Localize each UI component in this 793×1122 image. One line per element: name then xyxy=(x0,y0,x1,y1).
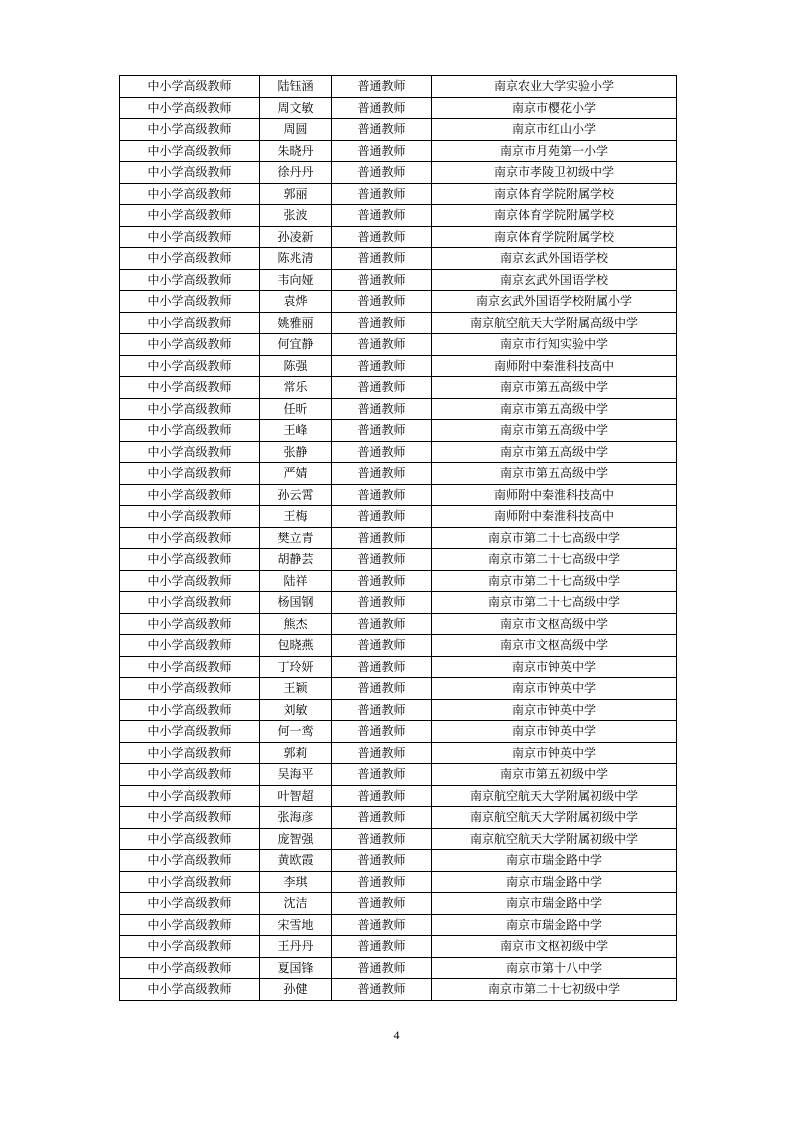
name-cell: 黄欧霞 xyxy=(260,850,332,872)
role-cell: 普通教师 xyxy=(332,140,432,162)
school-cell: 南京市钟英中学 xyxy=(432,656,677,678)
table-row xyxy=(120,355,677,377)
school-cell: 南京玄武外国语学校附属小学 xyxy=(432,291,677,313)
name-cell: 张静 xyxy=(260,441,332,463)
table-row xyxy=(120,957,677,979)
table-row xyxy=(120,742,677,764)
table-row xyxy=(120,506,677,528)
name-cell: 常乐 xyxy=(260,377,332,399)
table-row xyxy=(120,807,677,829)
table-row xyxy=(120,183,677,205)
title-cell: 中小学高级教师 xyxy=(120,291,260,313)
title-cell: 中小学高级教师 xyxy=(120,226,260,248)
school-cell: 南京市文枢初级中学 xyxy=(432,936,677,958)
page-number: 4 xyxy=(393,1028,400,1042)
school-cell: 南京市第二十七高级中学 xyxy=(432,592,677,614)
role-cell: 普通教师 xyxy=(332,850,432,872)
table-row xyxy=(120,549,677,571)
role-cell: 普通教师 xyxy=(332,635,432,657)
name-cell: 陈兆清 xyxy=(260,248,332,270)
title-cell: 中小学高级教师 xyxy=(120,742,260,764)
school-cell: 南京市第五高级中学 xyxy=(432,377,677,399)
title-cell: 中小学高级教师 xyxy=(120,785,260,807)
role-cell: 普通教师 xyxy=(332,957,432,979)
role-cell: 普通教师 xyxy=(332,656,432,678)
table-row xyxy=(120,785,677,807)
role-cell: 普通教师 xyxy=(332,979,432,1001)
school-cell: 南京市文枢高级中学 xyxy=(432,635,677,657)
role-cell: 普通教师 xyxy=(332,721,432,743)
name-cell: 王丹丹 xyxy=(260,936,332,958)
table-row xyxy=(120,377,677,399)
title-cell: 中小学高级教师 xyxy=(120,828,260,850)
school-cell: 南京市瑞金路中学 xyxy=(432,850,677,872)
title-cell: 中小学高级教师 xyxy=(120,678,260,700)
name-cell: 周文敏 xyxy=(260,97,332,119)
name-cell: 韦向娅 xyxy=(260,269,332,291)
title-cell: 中小学高级教师 xyxy=(120,699,260,721)
school-cell: 南京航空航天大学附属初级中学 xyxy=(432,807,677,829)
table-row xyxy=(120,871,677,893)
title-cell: 中小学高级教师 xyxy=(120,140,260,162)
role-cell: 普通教师 xyxy=(332,76,432,98)
name-cell: 朱晓丹 xyxy=(260,140,332,162)
table-row xyxy=(120,291,677,313)
title-cell: 中小学高级教师 xyxy=(120,656,260,678)
name-cell: 沈洁 xyxy=(260,893,332,915)
table-row xyxy=(120,420,677,442)
name-cell: 王梅 xyxy=(260,506,332,528)
name-cell: 夏国锋 xyxy=(260,957,332,979)
school-cell: 南京市瑞金路中学 xyxy=(432,893,677,915)
title-cell: 中小学高级教师 xyxy=(120,613,260,635)
school-cell: 南京市第二十七初级中学 xyxy=(432,979,677,1001)
name-cell: 庞智强 xyxy=(260,828,332,850)
role-cell: 普通教师 xyxy=(332,527,432,549)
roster-body xyxy=(120,76,677,1001)
title-cell: 中小学高级教师 xyxy=(120,721,260,743)
name-cell: 孙健 xyxy=(260,979,332,1001)
title-cell: 中小学高级教师 xyxy=(120,377,260,399)
role-cell: 普通教师 xyxy=(332,226,432,248)
table-row xyxy=(120,656,677,678)
table-row xyxy=(120,527,677,549)
school-cell: 南京市孝陵卫初级中学 xyxy=(432,162,677,184)
role-cell: 普通教师 xyxy=(332,807,432,829)
school-cell: 南京航空航天大学附属初级中学 xyxy=(432,785,677,807)
name-cell: 叶智超 xyxy=(260,785,332,807)
role-cell: 普通教师 xyxy=(332,506,432,528)
title-cell: 中小学高级教师 xyxy=(120,979,260,1001)
school-cell: 南京市第二十七高级中学 xyxy=(432,527,677,549)
title-cell: 中小学高级教师 xyxy=(120,893,260,915)
school-cell: 南京市第二十七高级中学 xyxy=(432,549,677,571)
title-cell: 中小学高级教师 xyxy=(120,355,260,377)
table-row xyxy=(120,699,677,721)
role-cell: 普通教师 xyxy=(332,613,432,635)
title-cell: 中小学高级教师 xyxy=(120,420,260,442)
role-cell: 普通教师 xyxy=(332,463,432,485)
title-cell: 中小学高级教师 xyxy=(120,764,260,786)
role-cell: 普通教师 xyxy=(332,742,432,764)
school-cell: 南京体育学院附属学校 xyxy=(432,226,677,248)
title-cell: 中小学高级教师 xyxy=(120,506,260,528)
title-cell: 中小学高级教师 xyxy=(120,76,260,98)
role-cell: 普通教师 xyxy=(332,699,432,721)
school-cell: 南京体育学院附属学校 xyxy=(432,183,677,205)
school-cell: 南师附中秦淮科技高中 xyxy=(432,355,677,377)
title-cell: 中小学高级教师 xyxy=(120,549,260,571)
table-row xyxy=(120,850,677,872)
name-cell: 孙云霄 xyxy=(260,484,332,506)
table-row xyxy=(120,613,677,635)
table-row xyxy=(120,936,677,958)
table-row xyxy=(120,334,677,356)
name-cell: 郭莉 xyxy=(260,742,332,764)
role-cell: 普通教师 xyxy=(332,291,432,313)
title-cell: 中小学高级教师 xyxy=(120,398,260,420)
school-cell: 南京市第五初级中学 xyxy=(432,764,677,786)
table-row xyxy=(120,248,677,270)
name-cell: 何宜静 xyxy=(260,334,332,356)
school-cell: 南京市钟英中学 xyxy=(432,742,677,764)
school-cell: 南京航空航天大学附属初级中学 xyxy=(432,828,677,850)
name-cell: 李琪 xyxy=(260,871,332,893)
name-cell: 孙凌新 xyxy=(260,226,332,248)
title-cell: 中小学高级教师 xyxy=(120,441,260,463)
school-cell: 南京市第五高级中学 xyxy=(432,420,677,442)
table-row xyxy=(120,441,677,463)
role-cell: 普通教师 xyxy=(332,871,432,893)
table-row xyxy=(120,635,677,657)
title-cell: 中小学高级教师 xyxy=(120,592,260,614)
title-cell: 中小学高级教师 xyxy=(120,248,260,270)
name-cell: 丁玲妍 xyxy=(260,656,332,678)
role-cell: 普通教师 xyxy=(332,355,432,377)
school-cell: 南京市第十八中学 xyxy=(432,957,677,979)
name-cell: 宋雪地 xyxy=(260,914,332,936)
role-cell: 普通教师 xyxy=(332,678,432,700)
table-row xyxy=(120,828,677,850)
role-cell: 普通教师 xyxy=(332,205,432,227)
name-cell: 陆钰涵 xyxy=(260,76,332,98)
name-cell: 陆祥 xyxy=(260,570,332,592)
role-cell: 普通教师 xyxy=(332,764,432,786)
name-cell: 刘敏 xyxy=(260,699,332,721)
table-row xyxy=(120,678,677,700)
role-cell: 普通教师 xyxy=(332,484,432,506)
role-cell: 普通教师 xyxy=(332,377,432,399)
title-cell: 中小学高级教师 xyxy=(120,807,260,829)
school-cell: 南京市钟英中学 xyxy=(432,721,677,743)
table-row xyxy=(120,140,677,162)
role-cell: 普通教师 xyxy=(332,269,432,291)
role-cell: 普通教师 xyxy=(332,162,432,184)
title-cell: 中小学高级教师 xyxy=(120,957,260,979)
title-cell: 中小学高级教师 xyxy=(120,334,260,356)
name-cell: 张海彦 xyxy=(260,807,332,829)
name-cell: 袁烨 xyxy=(260,291,332,313)
table-row xyxy=(120,162,677,184)
title-cell: 中小学高级教师 xyxy=(120,183,260,205)
role-cell: 普通教师 xyxy=(332,398,432,420)
title-cell: 中小学高级教师 xyxy=(120,871,260,893)
table-row xyxy=(120,484,677,506)
role-cell: 普通教师 xyxy=(332,570,432,592)
table-row xyxy=(120,570,677,592)
table-row xyxy=(120,721,677,743)
role-cell: 普通教师 xyxy=(332,119,432,141)
table-row xyxy=(120,592,677,614)
title-cell: 中小学高级教师 xyxy=(120,269,260,291)
table-row xyxy=(120,398,677,420)
role-cell: 普通教师 xyxy=(332,183,432,205)
school-cell: 南京市瑞金路中学 xyxy=(432,914,677,936)
name-cell: 姚雅丽 xyxy=(260,312,332,334)
school-cell: 南京市瑞金路中学 xyxy=(432,871,677,893)
school-cell: 南京市文枢高级中学 xyxy=(432,613,677,635)
school-cell: 南京体育学院附属学校 xyxy=(432,205,677,227)
name-cell: 胡静芸 xyxy=(260,549,332,571)
title-cell: 中小学高级教师 xyxy=(120,484,260,506)
school-cell: 南京市第二十七高级中学 xyxy=(432,570,677,592)
name-cell: 郭丽 xyxy=(260,183,332,205)
name-cell: 吴海平 xyxy=(260,764,332,786)
role-cell: 普通教师 xyxy=(332,592,432,614)
role-cell: 普通教师 xyxy=(332,936,432,958)
role-cell: 普通教师 xyxy=(332,420,432,442)
school-cell: 南京市行知实验中学 xyxy=(432,334,677,356)
school-cell: 南京市月苑第一小学 xyxy=(432,140,677,162)
school-cell: 南师附中秦淮科技高中 xyxy=(432,506,677,528)
role-cell: 普通教师 xyxy=(332,828,432,850)
title-cell: 中小学高级教师 xyxy=(120,527,260,549)
school-cell: 南京市第五高级中学 xyxy=(432,463,677,485)
name-cell: 樊立青 xyxy=(260,527,332,549)
title-cell: 中小学高级教师 xyxy=(120,97,260,119)
title-cell: 中小学高级教师 xyxy=(120,850,260,872)
table-row xyxy=(120,893,677,915)
table-row xyxy=(120,226,677,248)
role-cell: 普通教师 xyxy=(332,893,432,915)
school-cell: 南京航空航天大学附属高级中学 xyxy=(432,312,677,334)
table-row xyxy=(120,914,677,936)
table-row xyxy=(120,269,677,291)
school-cell: 南京市樱花小学 xyxy=(432,97,677,119)
name-cell: 徐丹丹 xyxy=(260,162,332,184)
table-row xyxy=(120,312,677,334)
table-row xyxy=(120,463,677,485)
school-cell: 南京玄武外国语学校 xyxy=(432,269,677,291)
title-cell: 中小学高级教师 xyxy=(120,312,260,334)
name-cell: 杨国钢 xyxy=(260,592,332,614)
school-cell: 南京市第五高级中学 xyxy=(432,398,677,420)
role-cell: 普通教师 xyxy=(332,334,432,356)
title-cell: 中小学高级教师 xyxy=(120,914,260,936)
table-row xyxy=(120,97,677,119)
name-cell: 张波 xyxy=(260,205,332,227)
title-cell: 中小学高级教师 xyxy=(120,463,260,485)
name-cell: 严婧 xyxy=(260,463,332,485)
title-cell: 中小学高级教师 xyxy=(120,570,260,592)
title-cell: 中小学高级教师 xyxy=(120,119,260,141)
name-cell: 周圆 xyxy=(260,119,332,141)
table-row xyxy=(120,764,677,786)
title-cell: 中小学高级教师 xyxy=(120,162,260,184)
role-cell: 普通教师 xyxy=(332,441,432,463)
role-cell: 普通教师 xyxy=(332,312,432,334)
role-cell: 普通教师 xyxy=(332,97,432,119)
title-cell: 中小学高级教师 xyxy=(120,635,260,657)
school-cell: 南师附中秦淮科技高中 xyxy=(432,484,677,506)
name-cell: 王峰 xyxy=(260,420,332,442)
school-cell: 南京玄武外国语学校 xyxy=(432,248,677,270)
title-cell: 中小学高级教师 xyxy=(120,205,260,227)
table-row xyxy=(120,119,677,141)
name-cell: 熊杰 xyxy=(260,613,332,635)
school-cell: 南京市钟英中学 xyxy=(432,678,677,700)
table-row xyxy=(120,979,677,1001)
table-row xyxy=(120,205,677,227)
role-cell: 普通教师 xyxy=(332,785,432,807)
role-cell: 普通教师 xyxy=(332,549,432,571)
title-cell: 中小学高级教师 xyxy=(120,936,260,958)
school-cell: 南京市红山小学 xyxy=(432,119,677,141)
school-cell: 南京农业大学实验小学 xyxy=(432,76,677,98)
name-cell: 王颖 xyxy=(260,678,332,700)
school-cell: 南京市钟英中学 xyxy=(432,699,677,721)
school-cell: 南京市第五高级中学 xyxy=(432,441,677,463)
name-cell: 陈强 xyxy=(260,355,332,377)
role-cell: 普通教师 xyxy=(332,248,432,270)
name-cell: 包晓燕 xyxy=(260,635,332,657)
name-cell: 何一鸾 xyxy=(260,721,332,743)
table-row xyxy=(120,76,677,98)
name-cell: 任昕 xyxy=(260,398,332,420)
role-cell: 普通教师 xyxy=(332,914,432,936)
teacher-roster-table xyxy=(119,75,677,1001)
